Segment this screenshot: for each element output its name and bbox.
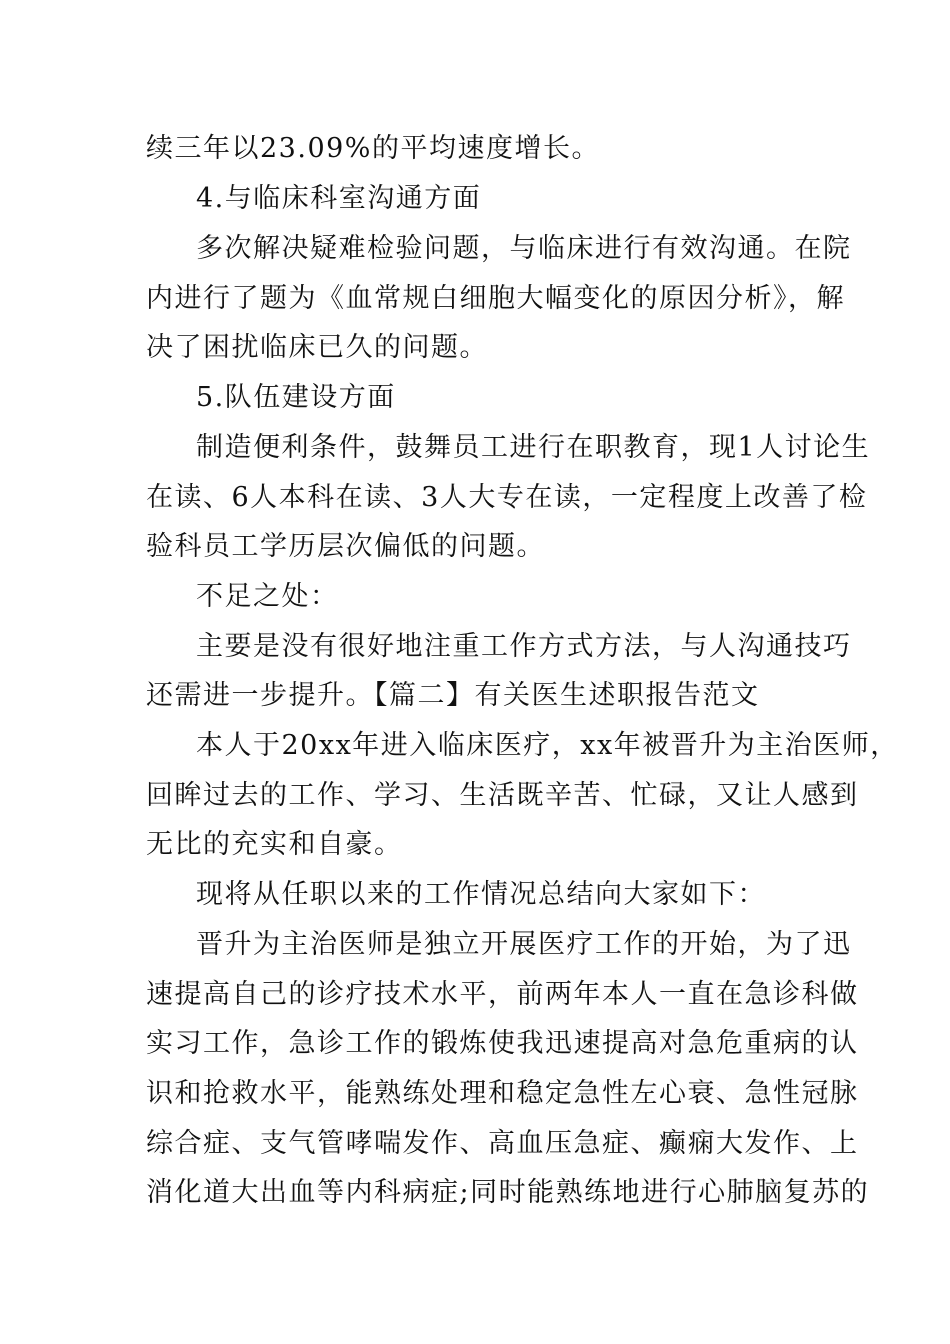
text-line-11: 主要是没有很好地注重工作方式方法，与人沟通技巧 — [196, 631, 852, 662]
text-line-22: 消化道大出血等内科病症;同时能熟练地进行心肺脑复苏的 — [146, 1177, 870, 1208]
text-line-8: 在读、6人本科在读、3人大专在读，一定程度上改善了检 — [146, 482, 868, 513]
text-line-7: 制造便利条件，鼓舞员工进行在职教育，现1人讨论生 — [196, 432, 871, 463]
text-line-20: 识和抢救水平，能熟练处理和稳定急性左心衰、急性冠脉 — [146, 1078, 859, 1109]
text-line-12: 还需进一步提升。【篇二】有关医生述职报告范文 — [146, 680, 760, 711]
text-line-9: 验科员工学历层次偏低的问题。 — [146, 531, 545, 562]
text-line-16: 现将从任职以来的工作情况总结向大家如下： — [196, 879, 766, 910]
section-heading-5: 5.队伍建设方面 — [196, 382, 396, 413]
text-line-17: 晋升为主治医师是独立开展医疗工作的开始，为了迅 — [196, 929, 852, 960]
shortcomings-heading: 不足之处： — [196, 581, 339, 612]
text-line-21: 综合症、支气管哮喘发作、高血压急症、癫痫大发作、上 — [146, 1128, 859, 1159]
text-line-15: 无比的充实和自豪。 — [146, 829, 403, 860]
section-heading-4: 4.与临床科室沟通方面 — [196, 183, 482, 214]
text-line-18: 速提高自己的诊疗技术水平，前两年本人一直在急诊科做 — [146, 979, 859, 1010]
text-line-3: 多次解决疑难检验问题，与临床进行有效沟通。在院 — [196, 233, 852, 264]
text-line-14: 回眸过去的工作、学习、生活既辛苦、忙碌，又让人感到 — [146, 780, 859, 811]
text-line-19: 实习工作，急诊工作的锻炼使我迅速提高对急危重病的认 — [146, 1028, 859, 1059]
text-line-4: 内进行了题为《血常规白细胞大幅变化的原因分析》，解 — [146, 283, 845, 314]
text-line-13: 本人于20xx年进入临床医疗，xx年被晋升为主治医师， — [196, 730, 899, 761]
text-line-1: 续三年以23.09%的平均速度增长。 — [146, 133, 600, 164]
text-line-5: 决了困扰临床已久的问题。 — [146, 332, 488, 363]
